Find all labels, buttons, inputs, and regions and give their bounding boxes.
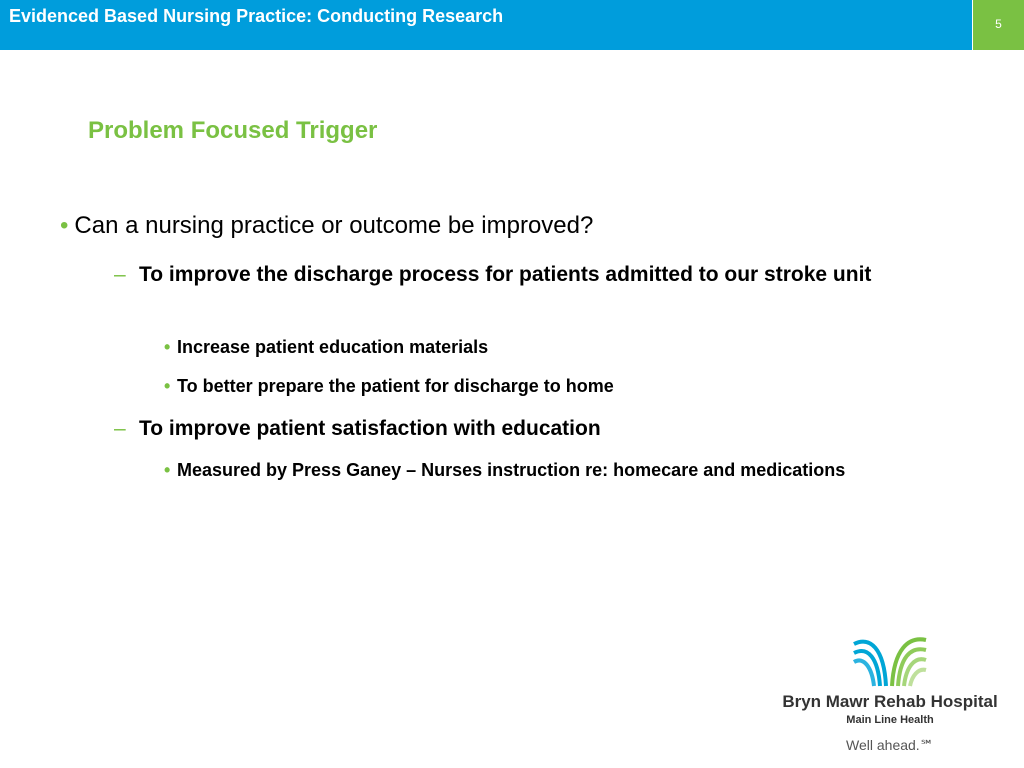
header-title: Evidenced Based Nursing Practice: Conducting Research xyxy=(9,6,504,26)
dash-icon: – xyxy=(114,417,126,440)
point-1-1 xyxy=(164,334,904,360)
subitem-1-text: To improve the discharge process for patients admitted to our stroke unit xyxy=(139,263,872,286)
hospital-logo xyxy=(775,636,1005,756)
logo-name: Bryn Mawr Rehab Hospital xyxy=(782,692,998,711)
bullet-main xyxy=(60,212,593,240)
slide-title: Problem Focused Trigger xyxy=(88,117,378,144)
page-number: 5 xyxy=(995,17,1002,31)
point-1-2-text: To better prepare the patient for discharge to home xyxy=(177,376,614,396)
logo-tagline: Well ahead.℠ xyxy=(846,737,934,753)
dash-icon: – xyxy=(114,263,126,286)
subitem-2 xyxy=(114,414,914,444)
point-1-1-text: Increase patient education materials xyxy=(177,337,489,357)
bullet-dot-icon: • xyxy=(164,376,171,396)
logo-subtitle: Main Line Health xyxy=(846,714,934,726)
page-number-box xyxy=(973,0,1024,50)
header-bar xyxy=(0,0,972,50)
subitem-1 xyxy=(114,260,914,290)
bullet-main-text: Can a nursing practice or outcome be improved? xyxy=(74,212,594,239)
bullet-dot-icon: • xyxy=(164,460,171,480)
point-2-1 xyxy=(164,457,904,483)
bullet-dot-icon: • xyxy=(164,337,171,357)
bullet-dot-icon: • xyxy=(60,212,69,239)
subitem-2-text: To improve patient satisfaction with education xyxy=(139,417,601,440)
point-1-2 xyxy=(164,373,904,399)
logo-arcs-icon xyxy=(850,636,930,688)
point-2-1-text: Measured by Press Ganey – Nurses instruction re: homecare and medications xyxy=(177,460,846,480)
